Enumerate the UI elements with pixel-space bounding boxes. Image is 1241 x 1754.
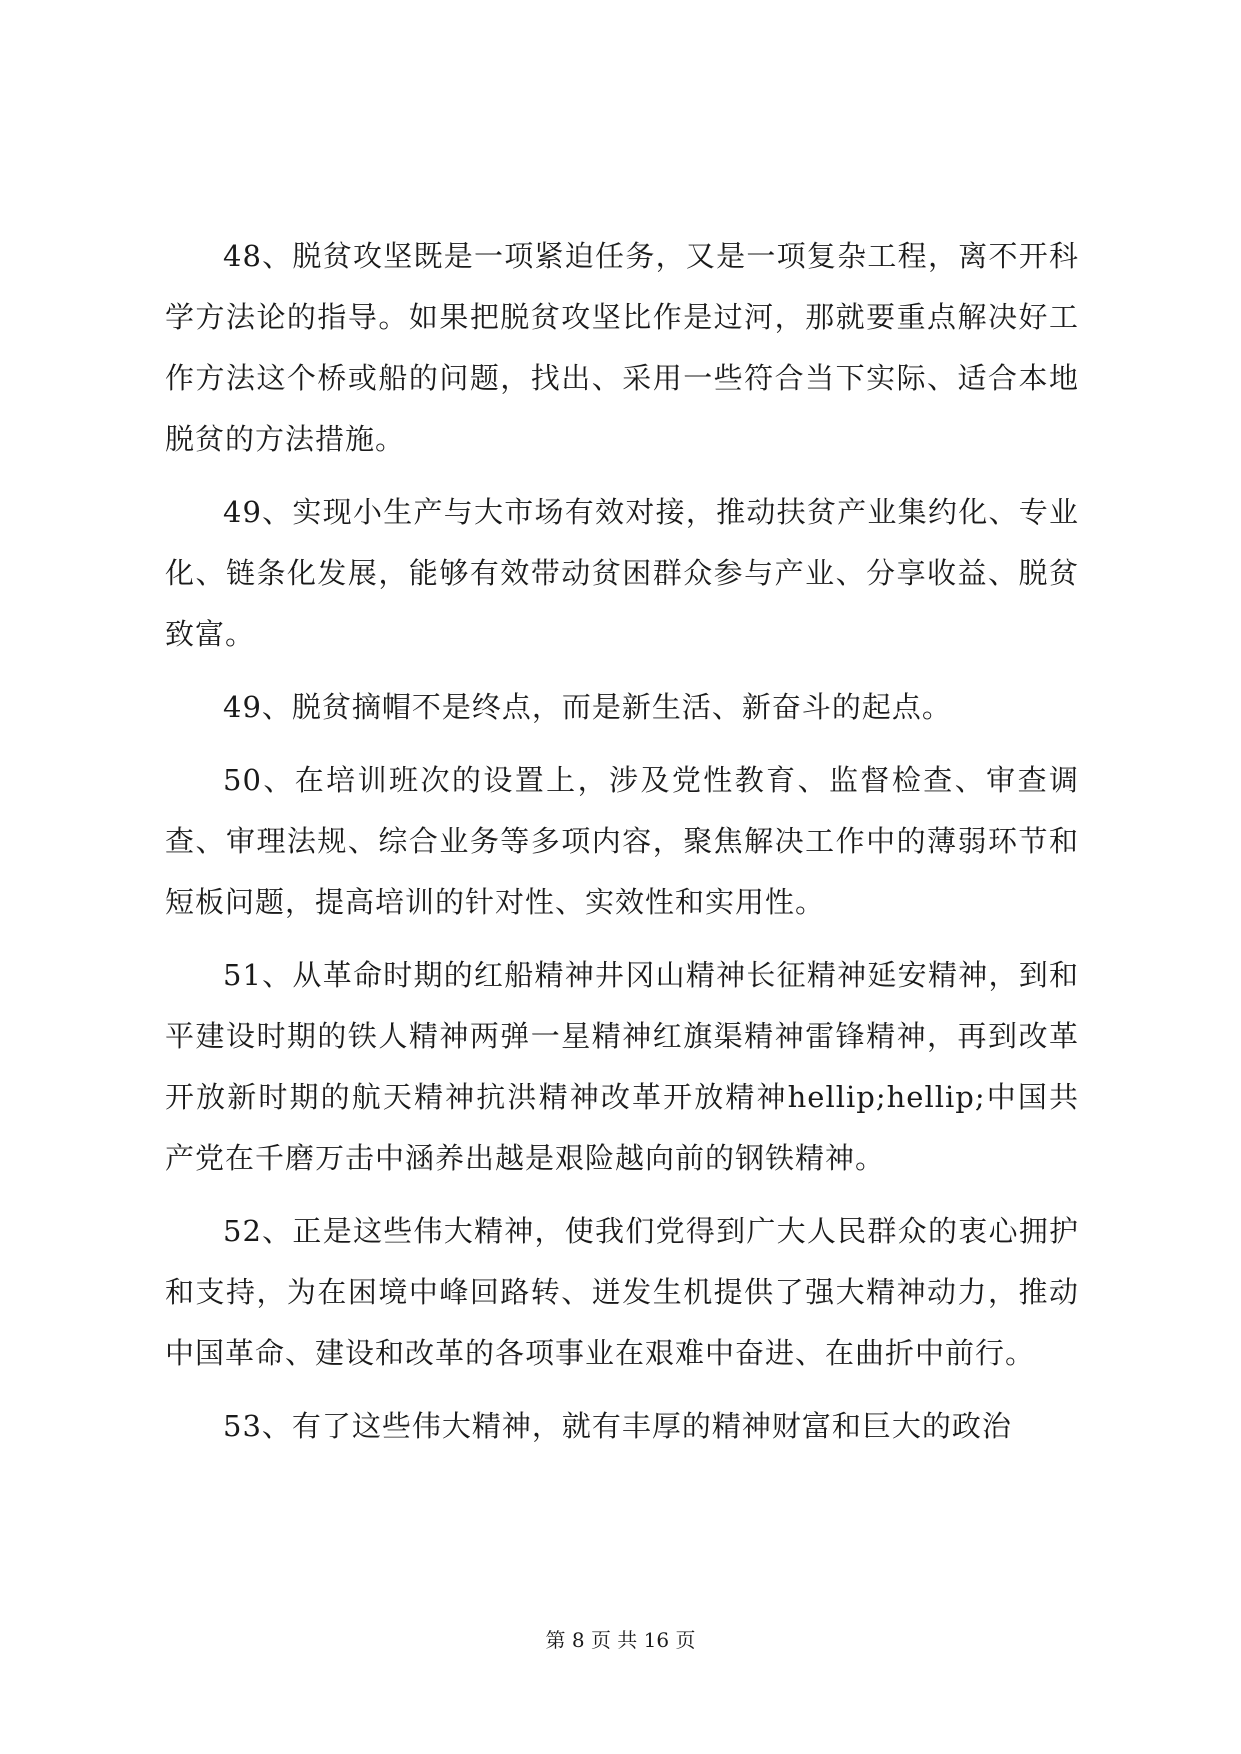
paragraph-51: 51、从革命时期的红船精神井冈山精神长征精神延安精神，到和平建设时期的铁人精神两弹一星精神红旗渠精神雷锋精神，再到改革开放新时期的航天精神抗洪精神改革开放精神hellip;hellip;中国共产党在千磨万击中涵养出越是艰险越向前的钢铁精神。	[165, 958, 1079, 1175]
paragraph-49a: 49、实现小生产与大市场有效对接，推动扶贫产业集约化、专业化、链条化发展，能够有效带动贫困群众参与产业、分享收益、脱贫致富。	[165, 495, 1079, 651]
paragraph-48: 48、脱贫攻坚既是一项紧迫任务，又是一项复杂工程，离不开科学方法论的指导。如果把脱贫攻坚比作是过河，那就要重点解决好工作方法这个桥或船的问题，找出、采用一些符合当下实际、适合本地脱贫的方法措施。	[165, 239, 1079, 456]
paragraph-52: 52、正是这些伟大精神，使我们党得到广大人民群众的衷心拥护和支持，为在困境中峰回路转、迸发生机提供了强大精神动力，推动中国革命、建设和改革的各项事业在艰难中奋进、在曲折中前行。	[165, 1214, 1079, 1370]
paragraph-49b: 49、脱贫摘帽不是终点，而是新生活、新奋斗的起点。	[223, 690, 952, 724]
document-body	[165, 226, 1079, 1469]
page-number-label: 第 8 页 共 16 页	[545, 1628, 696, 1652]
page-footer	[0, 1626, 1241, 1654]
paragraph-53: 53、有了这些伟大精神，就有丰厚的精神财富和巨大的政治	[223, 1409, 1012, 1443]
paragraph-50: 50、在培训班次的设置上，涉及党性教育、监督检查、审查调查、审理法规、综合业务等多项内容，聚焦解决工作中的薄弱环节和短板问题，提高培训的针对性、实效性和实用性。	[165, 763, 1079, 919]
